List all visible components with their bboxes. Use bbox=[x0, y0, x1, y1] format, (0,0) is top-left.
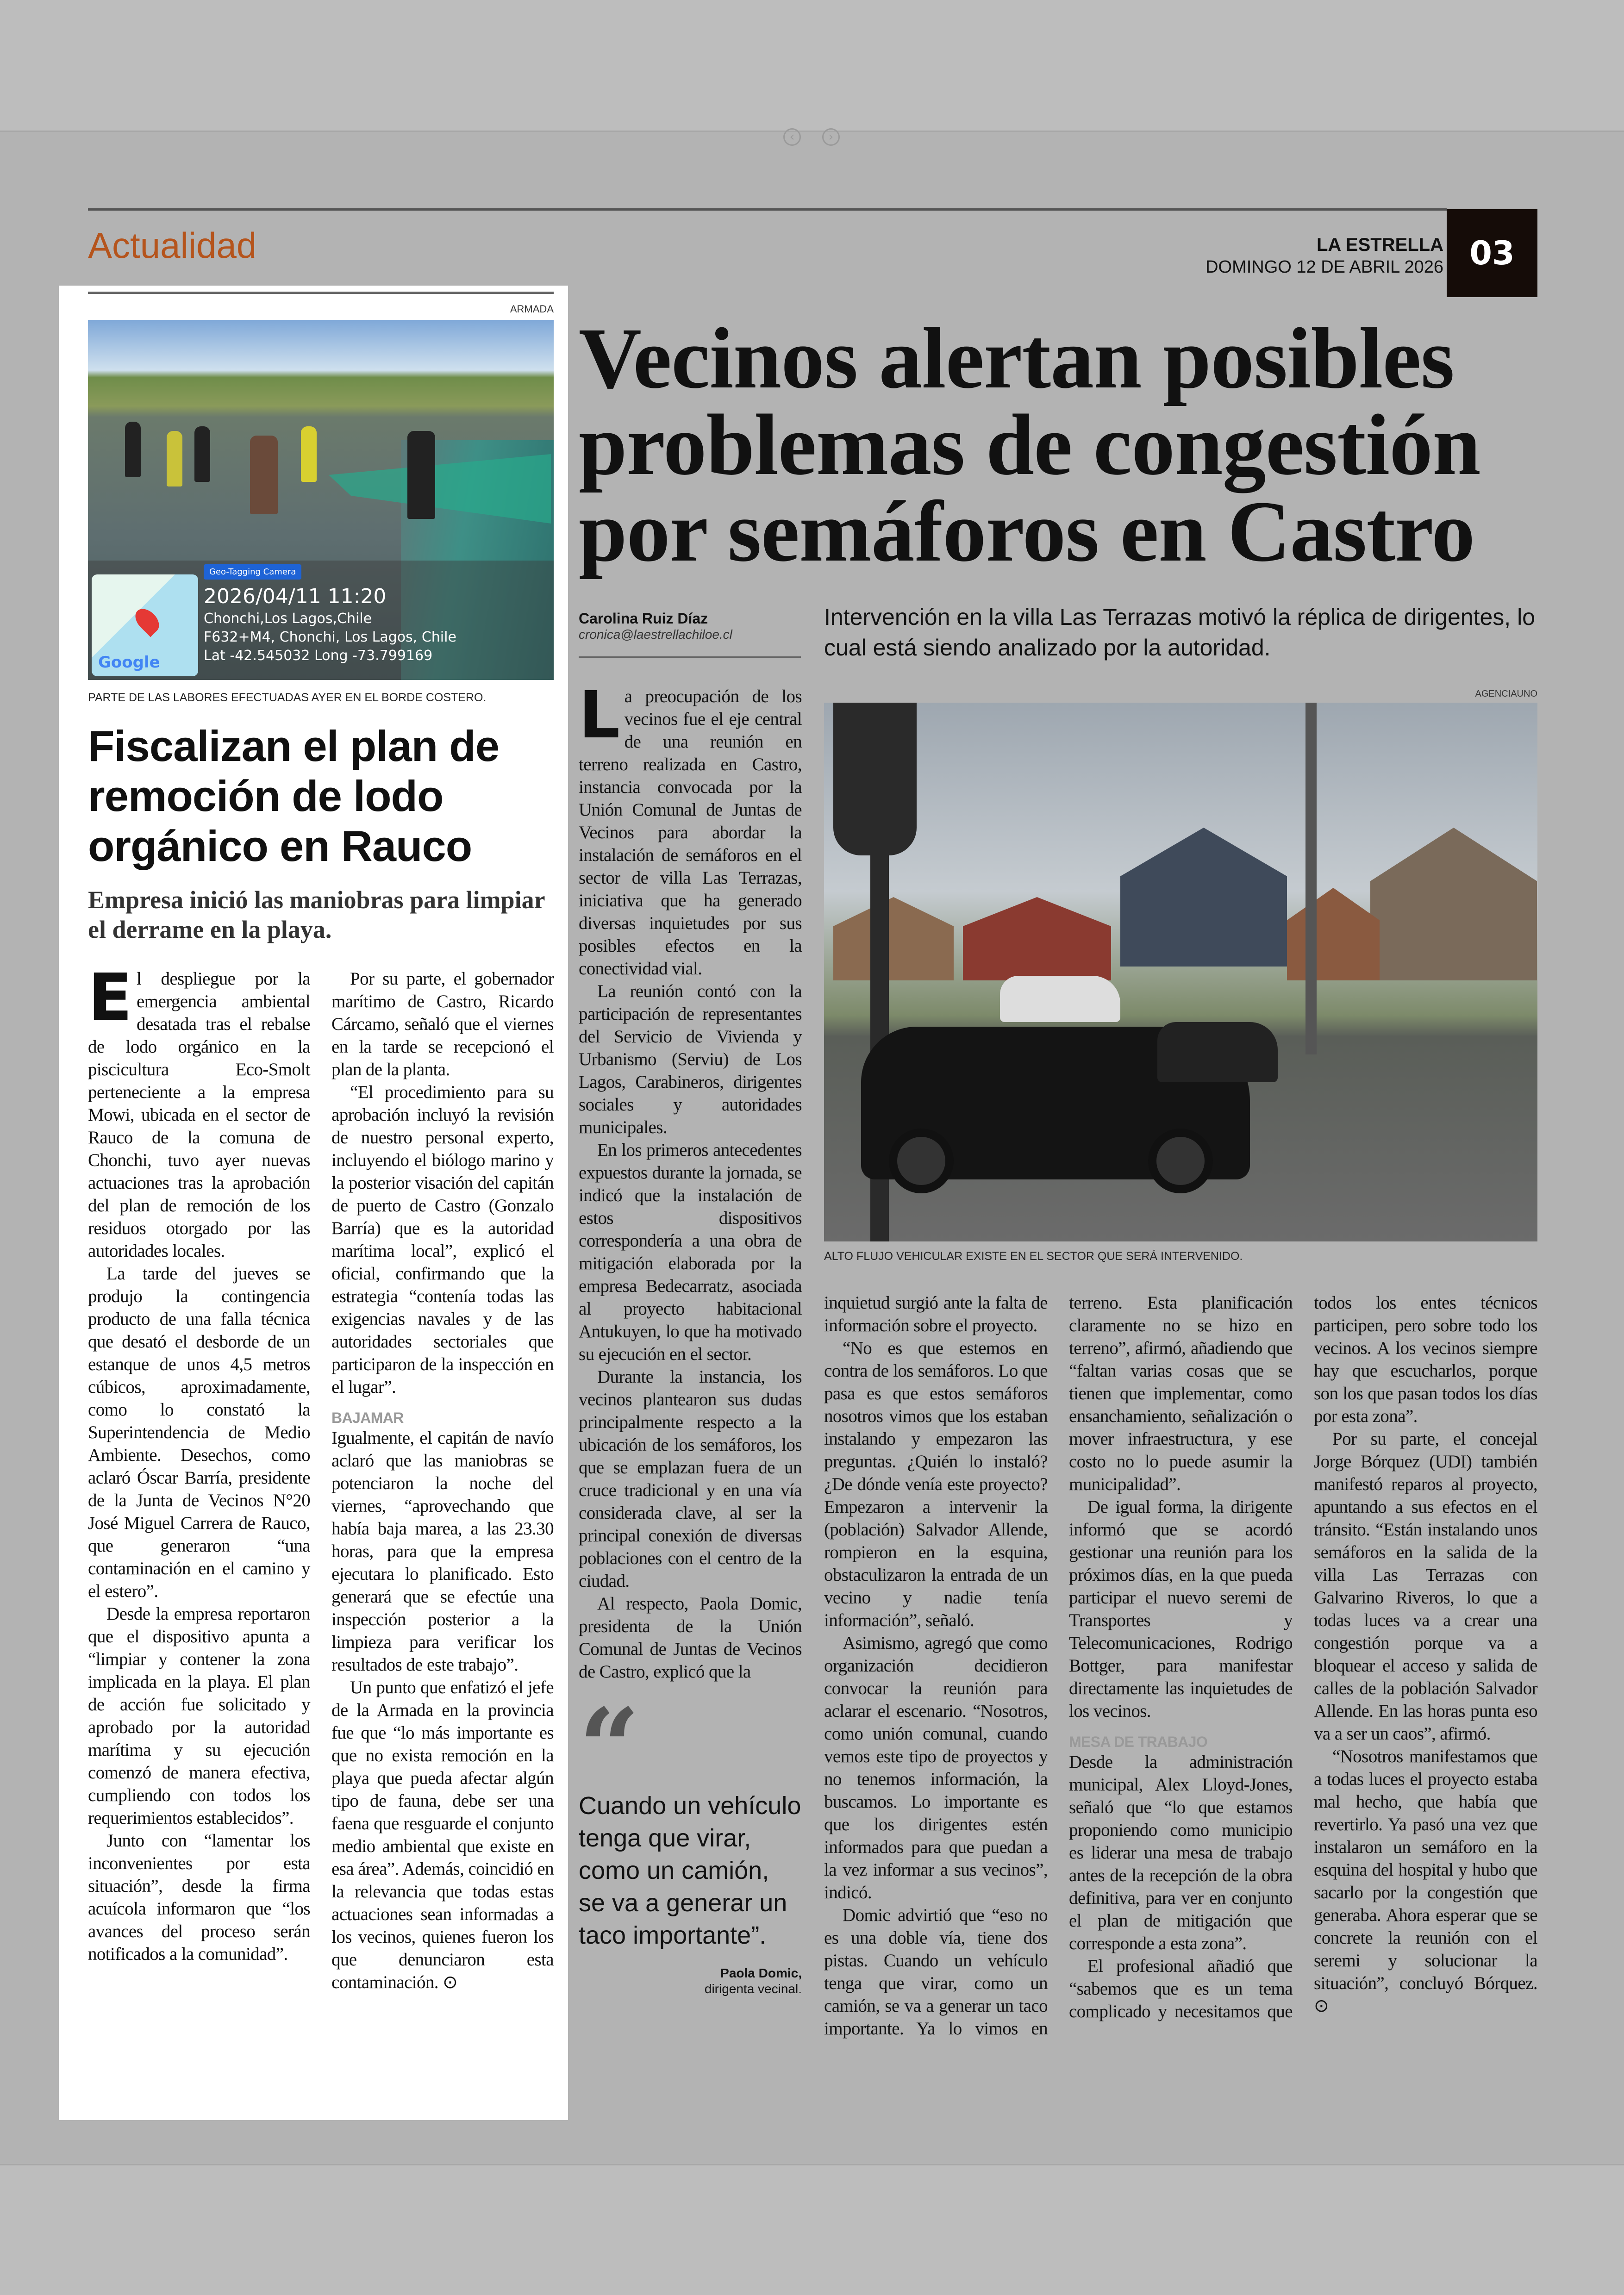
paragraph: Por su parte, el concejal Jorge Bórquez (UDI) también manifestó reparos al proyecto, apuntando a sus efectos en el tránsito. “Están instalando unos semáforos en la salida de la villa Las Terrazas con Galvarino Riveros, lo que a todas luces va a crear una congestión porque va a bloquear el acceso y salida de calles de la población Salvador Allende. En las horas punta eso va a ser un caos”, afirmó. bbox=[1314, 1429, 1537, 1744]
street-traffic-photo bbox=[824, 703, 1537, 1241]
geotag-place: Chonchi,Los Lagos,Chile bbox=[204, 611, 372, 627]
map-thumbnail bbox=[92, 574, 198, 676]
paragraph: “El procedimiento para su aprobación incluyó la revisión de nuestro personal experto, incluyendo el biólogo marino y la posterior visación del capitán de puerto de Castro (Gonzalo Barría) que es la autoridad marítima local”, explicó el oficial, confirmando que la estrategia “contenía todas las exigencias navales y de las autoridades sectoriales que participaron de la inspección en el lugar”. bbox=[331, 1082, 554, 1397]
worker bbox=[167, 431, 182, 486]
worker bbox=[125, 422, 141, 477]
main-article-body-start bbox=[579, 678, 802, 1683]
wheel bbox=[889, 1129, 954, 1193]
page-number: 03 bbox=[1447, 209, 1537, 297]
paragraph: La tarde del jueves se produjo la contingencia producto de una falla técnica que desató el desborde de un estanque de unos 4,5 metros cúbicos, aproximadamente, como lo constató la Superintendencia de Medio Ambiente. Desechos, como aclaró Óscar Barría, presidente de la Junta de Vecinos N°20 José Miguel Carrera de Rauco, que generaron “una contaminación en el camino y el estero”. bbox=[88, 1264, 310, 1601]
beach-cleanup-photo bbox=[88, 320, 554, 680]
headline-line: Vecinos alertan posibles bbox=[579, 310, 1454, 406]
byline-rule bbox=[579, 656, 801, 658]
left-article-body bbox=[88, 960, 554, 1994]
house bbox=[963, 897, 1111, 980]
header-rule bbox=[88, 208, 1447, 211]
geotag-address: F632+M4, Chonchi, Los Lagos, Chile bbox=[204, 629, 456, 645]
wheel bbox=[1148, 1129, 1213, 1193]
paragraph: Al respecto, Paola Domic, presidenta de la Unión Comunal de Juntas de Vecinos de Castro, explicó que la bbox=[579, 1594, 802, 1682]
author-name: Carolina Ruiz Díaz bbox=[579, 610, 708, 627]
viewer-footer bbox=[0, 2164, 1624, 2295]
masthead bbox=[1206, 234, 1443, 278]
pull-quote-text: Cuando un vehículo tenga que virar, como un camión, se va a generar un taco importante”. bbox=[579, 1792, 801, 1949]
issue-date: DOMINGO 12 DE ABRIL 2026 bbox=[1206, 257, 1443, 277]
geotag-coords: Lat -42.545032 Long -73.799169 bbox=[204, 648, 433, 664]
chevron-left-icon[interactable]: ‹ bbox=[783, 128, 801, 146]
worker bbox=[194, 426, 210, 482]
covered-traffic-light bbox=[833, 703, 917, 855]
worker bbox=[301, 426, 317, 482]
worker bbox=[250, 436, 278, 514]
photo-caption: ALTO FLUJO VEHICULAR EXISTE EN EL SECTOR QUE SERÁ INTERVENIDO. bbox=[824, 1250, 1243, 1263]
geotag-overlay bbox=[88, 561, 554, 680]
byline bbox=[579, 610, 801, 642]
quote-speaker-role: dirigenta vecinal. bbox=[704, 1982, 802, 1996]
viewer-toolbar bbox=[0, 0, 1624, 132]
geotag-badge: Geo-Tagging Camera bbox=[204, 564, 301, 580]
paragraph: Junto con “lamentar los inconvenientes por esta situación”, desde la firma acuícola informaron que “los avances del proceso serán notificados a la comunidad”. bbox=[88, 1831, 310, 1964]
paragraph: “Nosotros manifestamos que a todas luces el proyecto estaba mal hecho, que había que revertirlo. Ya pasó una vez que instalaron un semáforo en la esquina del hospital y hubo que sacarlo por la congestión que generaba. Ahora esperar que se concrete la reunión con el seremi y solucionar la situación”, concluyó Bórquez. ⊙ bbox=[1314, 1746, 1537, 2016]
pull-quote bbox=[579, 1685, 802, 1997]
paragraph: Igualmente, el capitán de navío aclaró que las maniobras se potenciaron la noche del viernes, “aprovechando que había baja marea, a las 23.30 horas, para que la empresa ejecutara lo planificado. Esto generará que se efectúe una inspección posterior a la limpieza para verificar los resultados de este trabajo”. bbox=[331, 1428, 554, 1675]
main-headline bbox=[579, 310, 1537, 580]
paragraph: Durante la instancia, los vecinos plantearon sus dudas principalmente respecto a la ubicación de los semáforos, los que se emplazan fuera de un cruce tradicional y en una vía considerada clave, al ser la principal conexión de diversas poblaciones con el centro de la ciudad. bbox=[579, 1367, 802, 1591]
paragraph: “No es que estemos en contra de los semáforos. Lo que pasa es que estos semáforos nosotros vimos que los estaban instalando y empezaron las preguntas. ¿Quién lo instaló? ¿De dónde venía este proyecto? Empezaron a intervenir la (población) Salvador Allende, rompieron en la esquina, obstaculizaron la entrada de un vecino y nadie tenía información”, señaló. bbox=[824, 1338, 1048, 1630]
author-email[interactable]: cronica@laestrellachiloe.cl bbox=[579, 627, 732, 642]
house bbox=[1287, 888, 1380, 980]
left-article-rule bbox=[88, 292, 554, 294]
map-pin-icon bbox=[131, 605, 164, 637]
paragraph: Un punto que enfatizó el jefe de la Armada en la provincia fue que “lo más importante es que no exista remoción en la playa que pueda afectar algún tipo de fauna, debe ser una faena que resguarde el conjunto medio ambiental que existe en esa área”. Además, coincidió en la relevancia que todas estas actuaciones sean informadas a los vecinos, quienes fueron los que denunciaron esta contaminación. ⊙ bbox=[331, 1678, 554, 1992]
paragraph: De igual forma, la dirigente informó que se acordó gestionar una reunión para los próximos días, en la que pueda participar el nuevo seremi de Transportes y Telecomunicaciones, Rodrigo Bottger, para manifestar directamente las inquietudes de los vecinos. bbox=[1069, 1497, 1293, 1721]
left-article bbox=[59, 286, 568, 2120]
paragraph: El despliegue por la emergencia ambiental desatada tras el rebalse de lodo orgánico en la piscicultura Eco-Smolt perteneciente a la empresa Mowi, ubicada en el sector de Rauco de la comuna de Chonchi, tuvo ayer nuevas actuaciones tras la aprobación del plan de remoción de los residuos otorgado por las autoridades locales. bbox=[88, 960, 310, 1261]
main-article-first-column bbox=[579, 678, 802, 1997]
house bbox=[1120, 828, 1287, 967]
paragraph: En los primeros antecedentes expuestos durante la jornada, se indicó que la instalación de estos dispositivos correspondería a una obra de mitigación elaborada por la empresa Bedecarratz, asociada al proyecto habitacional Antukuyen, lo que ha motivado su ejecución en el sector. bbox=[579, 1140, 802, 1364]
paragraph: La reunión contó con la participación de representantes del Servicio de Vivienda y Urbanismo (Serviu) de Los Lagos, Carabineros, dirigentes sociales y autoridades municipales. bbox=[579, 981, 802, 1137]
section-title: Actualidad bbox=[88, 225, 257, 266]
paragraph: Domic advirtió que “eso no es una doble vía, tiene dos pistas. Cuando un vehículo tenga que virar, como un camión, se va a generar un taco importante. Ya lo vimos en terreno. Esta planificación claramente no se hizo en terreno”, afirmó, añadiendo que “faltan varias cosas que se tienen que implementar, como ensanchamiento, señalización o mover infraestructura, y ese costo no lo puede asumir la municipalidad”. bbox=[824, 1293, 1293, 2039]
publication-name: LA ESTRELLA bbox=[1316, 235, 1443, 255]
chevron-right-icon[interactable]: › bbox=[822, 128, 840, 146]
main-dek: Intervención en la villa Las Terrazas motivó la réplica de dirigentes, lo cual está siendo analizado por la autoridad. bbox=[824, 604, 1535, 661]
geotag-datetime: 2026/04/11 11:20 bbox=[204, 585, 387, 608]
photo-credit: ARMADA bbox=[510, 303, 554, 315]
worker bbox=[407, 431, 435, 519]
parked-car bbox=[1157, 1022, 1278, 1082]
house bbox=[1370, 828, 1537, 980]
parked-car bbox=[1000, 976, 1120, 1022]
quote-mark-icon: “ bbox=[579, 1685, 640, 1810]
photo-credit: AGENCIAUNO bbox=[1475, 689, 1537, 699]
paragraph: Asimismo, agregó que como organización decidieron convocar la reunión para aclarar el escenario. “Nosotros, como unión comunal, cuando vemos este tipo de proyectos y no tenemos información, la buscamos. Lo importante es que los dirigentes estén informados para que puedan a la vez informar a sus vecinos”, indicó. bbox=[824, 1633, 1048, 1902]
geotag-text bbox=[204, 584, 456, 665]
utility-pole bbox=[1305, 703, 1317, 1054]
paragraph: El profesional añadió que “sabemos que es un tema complicado y necesitamos que todos los entes técnicos participen, pero sobre todo los vecinos. A los vecinos siempre hay que escucharlos, porque son los que pasan todos los días por esta zona”. bbox=[1069, 1293, 1537, 2021]
main-article-body-continued bbox=[824, 1291, 1537, 2040]
google-logo: Google bbox=[98, 653, 160, 672]
headline-line: por semáforos en Castro bbox=[579, 483, 1475, 580]
paragraph: inquietud surgió ante la falta de información sobre el proyecto. bbox=[824, 1293, 1048, 1335]
headline-line: problemas de congestión bbox=[579, 396, 1480, 493]
paragraph: Por su parte, el gobernador marítimo de Castro, Ricardo Cárcamo, señaló que el viernes en la tarde se recepcionó el plan de la planta. bbox=[331, 969, 554, 1079]
paragraph: Desde la empresa reportaron que el dispositivo apunta a “limpiar y contener la zona implicada en la playa. El plan de acción fue solicitado y aprobado por la autoridad marítima y su ejecución comenzó de manera efectiva, cumpliendo con todos los requerimientos establecidos”. bbox=[88, 1604, 310, 1828]
left-dek: Empresa inició las maniobras para limpiar el derrame en la playa. bbox=[88, 886, 545, 943]
house bbox=[833, 897, 954, 980]
subheading: MESA DE TRABAJO bbox=[1069, 1734, 1208, 1750]
subheading: BAJAMAR bbox=[331, 1409, 404, 1426]
quote-speaker: Paola Domic, bbox=[720, 1966, 802, 1980]
paragraph: La preocupación de los vecinos fue el eje central de una reunión en terreno realizada en Castro, instancia convocada por la Unión Comunal de Juntas de Vecinos para abordar la instalación de semáforos en el sector de villa Las Terrazas, iniciativa que ha generado diversas inquietudes por sus posibles efectos en la conectividad vial. bbox=[579, 678, 802, 979]
paragraph: Desde la administración municipal, Alex Lloyd-Jones, señaló que “lo que estamos proponiendo como municipio es liderar una mesa de trabajo antes de la recepción de la obra definitiva, para ver en conjunto el plan de mitigación que corresponde a esta zona”. bbox=[1069, 1752, 1293, 1953]
left-headline: Fiscalizan el plan de remoción de lodo orgánico en Rauco bbox=[88, 722, 499, 870]
photo-caption: PARTE DE LAS LABORES EFECTUADAS AYER EN EL BORDE COSTERO. bbox=[88, 691, 487, 704]
pull-quote-attribution bbox=[579, 1965, 802, 1997]
